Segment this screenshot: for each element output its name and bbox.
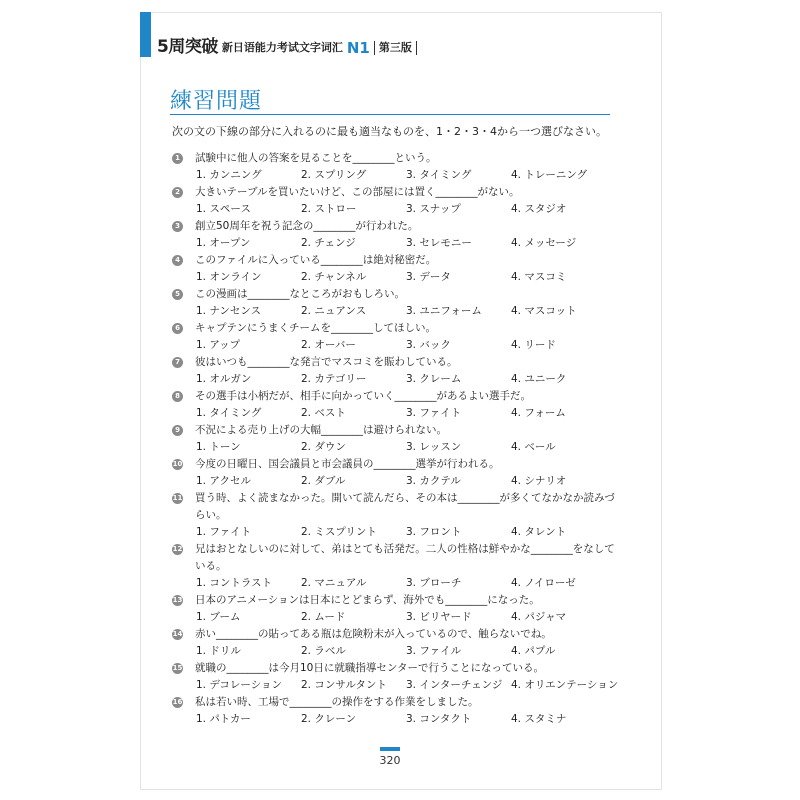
answer-option: 2. チェンジ bbox=[301, 237, 356, 249]
answer-options bbox=[172, 473, 622, 490]
answer-option: 2. チャンネル bbox=[301, 271, 367, 283]
answer-option: 4. スタジオ bbox=[511, 203, 567, 215]
answer-option: 2. ニュアンス bbox=[301, 305, 367, 317]
question-number-badge: 8 bbox=[172, 391, 183, 402]
question-number-badge: 1 bbox=[172, 153, 183, 164]
answer-option: 2. スプリング bbox=[301, 169, 367, 181]
answer-option: 3. ブローチ bbox=[406, 577, 462, 589]
question-item bbox=[172, 490, 622, 541]
answer-option: 3. ユニフォーム bbox=[406, 305, 482, 317]
answer-options bbox=[172, 235, 622, 252]
answer-option: 3. タイミング bbox=[406, 169, 472, 181]
question-line bbox=[172, 218, 622, 235]
answer-options bbox=[172, 643, 622, 660]
question-text: 大きいテーブルを買いたいけど、この部屋には置く________がない。 bbox=[195, 186, 520, 198]
question-line bbox=[172, 320, 622, 337]
answer-option: 2. ダブル bbox=[301, 475, 346, 487]
answer-option: 1. オルガン bbox=[196, 373, 252, 385]
answer-option: 1. ドリル bbox=[196, 645, 241, 657]
answer-option: 4. パジャマ bbox=[511, 611, 567, 623]
question-text: 今度の日曜日、国会議員と市会議員の________選挙が行われる。 bbox=[195, 458, 500, 470]
question-text: 買う時、よく読まなかった。開いて読んだら、その本は________が多くてなかなか読みづらい。 bbox=[195, 492, 615, 521]
question-text: その選手は小柄だが、相手に向かっていく________があるよい選手だ。 bbox=[195, 390, 531, 402]
question-line bbox=[172, 592, 622, 609]
answer-option: 3. ファイト bbox=[406, 407, 462, 419]
question-item bbox=[172, 218, 622, 252]
header-divider bbox=[416, 41, 417, 55]
question-line bbox=[172, 422, 622, 439]
answer-option: 4. オリエンテーション bbox=[511, 679, 619, 691]
answer-option: 1. オンライン bbox=[196, 271, 262, 283]
question-number-badge: 11 bbox=[172, 494, 183, 502]
question-item bbox=[172, 694, 622, 728]
answer-option: 1. コントラスト bbox=[196, 577, 273, 589]
answer-option: 2. クレーン bbox=[301, 713, 357, 725]
answer-option: 4. マスコット bbox=[511, 305, 577, 317]
answer-options bbox=[172, 269, 622, 286]
answer-option: 3. クレーム bbox=[406, 373, 462, 385]
answer-option: 1. タイミング bbox=[196, 407, 262, 419]
answer-option: 1. デコレーション bbox=[196, 679, 283, 691]
question-number-badge: 10 bbox=[172, 460, 183, 468]
answer-option: 3. ビリヤード bbox=[406, 611, 472, 623]
answer-option: 3. コンタクト bbox=[406, 713, 472, 725]
instruction-text: 次の文の下線の部分に入れるのに最も適当なものを、1・2・3・4から一つ選びなさい。 bbox=[172, 125, 607, 138]
question-text: 彼はいつも________な発言でマスコミを賑わしている。 bbox=[195, 356, 458, 368]
question-line bbox=[172, 388, 622, 405]
question-number-badge: 3 bbox=[172, 221, 183, 232]
question-text: このファイルに入っている________は絶対秘密だ。 bbox=[195, 254, 437, 266]
answer-option: 3. インターチェンジ bbox=[406, 679, 503, 691]
answer-option: 4. ノイローゼ bbox=[511, 577, 576, 589]
question-text: 赤い________の貼ってある瓶は危険粉末が入っているので、触らないでね。 bbox=[195, 628, 552, 640]
answer-options bbox=[172, 371, 622, 388]
question-number-badge: 12 bbox=[172, 545, 183, 553]
question-line bbox=[172, 150, 622, 167]
answer-option: 3. バック bbox=[406, 339, 451, 351]
answer-option: 4. スタミナ bbox=[511, 713, 567, 725]
question-text: この漫画は________なところがおもしろい。 bbox=[195, 288, 405, 300]
answer-options bbox=[172, 303, 622, 320]
answer-option: 3. レッスン bbox=[406, 441, 462, 453]
answer-options bbox=[172, 337, 622, 354]
answer-option: 1. オープン bbox=[196, 237, 251, 249]
answer-option: 2. ムード bbox=[301, 611, 346, 623]
answer-option: 4. メッセージ bbox=[511, 237, 577, 249]
question-number-badge: 13 bbox=[172, 596, 183, 604]
question-number-badge: 4 bbox=[172, 255, 183, 266]
question-item bbox=[172, 286, 622, 320]
section-underline bbox=[170, 114, 610, 115]
answer-options bbox=[172, 439, 622, 456]
question-item bbox=[172, 660, 622, 694]
question-line bbox=[172, 626, 622, 643]
question-number-badge: 5 bbox=[172, 289, 183, 300]
header-brand: 5周突破 bbox=[157, 37, 218, 57]
header-subtitle: 新日语能力考试文字词汇 bbox=[221, 41, 343, 54]
answer-option: 3. カクテル bbox=[406, 475, 461, 487]
answer-option: 4. トレーニング bbox=[511, 169, 588, 181]
question-item bbox=[172, 456, 622, 490]
question-number-badge: 9 bbox=[172, 425, 183, 436]
answer-options bbox=[172, 609, 622, 626]
question-number-badge: 2 bbox=[172, 187, 183, 198]
answer-option: 2. ベスト bbox=[301, 407, 346, 419]
question-number-badge: 15 bbox=[172, 664, 183, 672]
header-accent-bar bbox=[140, 12, 151, 57]
answer-option: 1. ファイト bbox=[196, 526, 252, 538]
answer-option: 4. マスコミ bbox=[511, 271, 567, 283]
answer-options bbox=[172, 575, 622, 592]
question-number-badge: 14 bbox=[172, 630, 183, 638]
answer-option: 4. ベール bbox=[511, 441, 556, 453]
question-item bbox=[172, 150, 622, 184]
header-level: N1 bbox=[346, 39, 370, 57]
question-line bbox=[172, 456, 622, 473]
answer-option: 3. セレモニー bbox=[406, 237, 472, 249]
answer-options bbox=[172, 711, 622, 728]
question-line bbox=[172, 694, 622, 711]
question-text: 私は若い時、工場で________の操作をする作業をしました。 bbox=[195, 696, 479, 708]
question-item bbox=[172, 252, 622, 286]
running-header bbox=[157, 37, 421, 57]
question-item bbox=[172, 354, 622, 388]
question-item bbox=[172, 320, 622, 354]
answer-option: 1. アップ bbox=[196, 339, 241, 351]
answer-option: 2. オーバー bbox=[301, 339, 356, 351]
question-number-badge: 6 bbox=[172, 323, 183, 334]
answer-option: 2. ストロー bbox=[301, 203, 357, 215]
question-line bbox=[172, 184, 622, 201]
question-item bbox=[172, 541, 622, 592]
answer-options bbox=[172, 677, 622, 694]
question-line bbox=[172, 354, 622, 371]
question-item bbox=[172, 388, 622, 422]
question-item bbox=[172, 422, 622, 456]
question-text: 日本のアニメーションは日本にとどまらず、海外でも________になった。 bbox=[195, 594, 540, 606]
question-line bbox=[172, 660, 622, 677]
answer-options bbox=[172, 201, 622, 218]
answer-options bbox=[172, 405, 622, 422]
answer-option: 2. ダウン bbox=[301, 441, 346, 453]
header-edition: 第三版 bbox=[378, 41, 412, 54]
answer-option: 3. ファイル bbox=[406, 645, 462, 657]
header-divider bbox=[374, 41, 375, 55]
answer-option: 3. スナップ bbox=[406, 203, 461, 215]
answer-option: 2. マニュアル bbox=[301, 577, 367, 589]
answer-option: 4. タレント bbox=[511, 526, 567, 538]
question-text: 就職の________は今月10日に就職指導センターで行うことになっている。 bbox=[195, 662, 544, 674]
answer-option: 3. データ bbox=[406, 271, 451, 283]
question-line bbox=[172, 490, 622, 524]
question-text: 兄はおとなしいのに対して、弟はとても活発だ。二人の性格は鮮やかな________をなしている。 bbox=[195, 543, 615, 572]
answer-option: 1. アクセル bbox=[196, 475, 252, 487]
question-item bbox=[172, 592, 622, 626]
question-text: 不況による売り上げの大幅________は避けられない。 bbox=[195, 424, 447, 436]
question-number-badge: 16 bbox=[172, 698, 183, 706]
answer-option: 2. カテゴリー bbox=[301, 373, 367, 385]
answer-option: 4. リード bbox=[511, 339, 556, 351]
question-line bbox=[172, 252, 622, 269]
answer-option: 3. フロント bbox=[406, 526, 462, 538]
answer-option: 1. ナンセンス bbox=[196, 305, 262, 317]
answer-option: 2. ラベル bbox=[301, 645, 346, 657]
question-line bbox=[172, 286, 622, 303]
page-number: 320 bbox=[379, 754, 401, 767]
answer-options bbox=[172, 524, 622, 541]
question-item bbox=[172, 184, 622, 218]
question-item bbox=[172, 626, 622, 660]
question-text: キャプテンにうまくチームを________してほしい。 bbox=[195, 322, 436, 334]
question-number-badge: 7 bbox=[172, 357, 183, 368]
answer-option: 4. ユニーク bbox=[511, 373, 567, 385]
answer-option: 4. フォーム bbox=[511, 407, 566, 419]
answer-option: 4. パプル bbox=[511, 645, 556, 657]
question-text: 試験中に他人の答案を見ることを________という。 bbox=[195, 152, 437, 164]
answer-option: 1. カンニング bbox=[196, 169, 262, 181]
answer-option: 1. スペース bbox=[196, 203, 251, 215]
question-line bbox=[172, 541, 622, 575]
answer-option: 1. パトカー bbox=[196, 713, 251, 725]
page-number-bar bbox=[380, 747, 400, 751]
question-text: 創立50周年を祝う記念の________が行われた。 bbox=[195, 220, 419, 232]
answer-option: 2. コンサルタント bbox=[301, 679, 387, 691]
question-list bbox=[172, 150, 622, 728]
answer-option: 4. シナリオ bbox=[511, 475, 567, 487]
answer-option: 2. ミスプリント bbox=[301, 526, 377, 538]
answer-option: 1. トーン bbox=[196, 441, 241, 453]
section-title: 練習問題 bbox=[170, 89, 263, 114]
answer-options bbox=[172, 167, 622, 184]
answer-option: 1. ブーム bbox=[196, 611, 241, 623]
